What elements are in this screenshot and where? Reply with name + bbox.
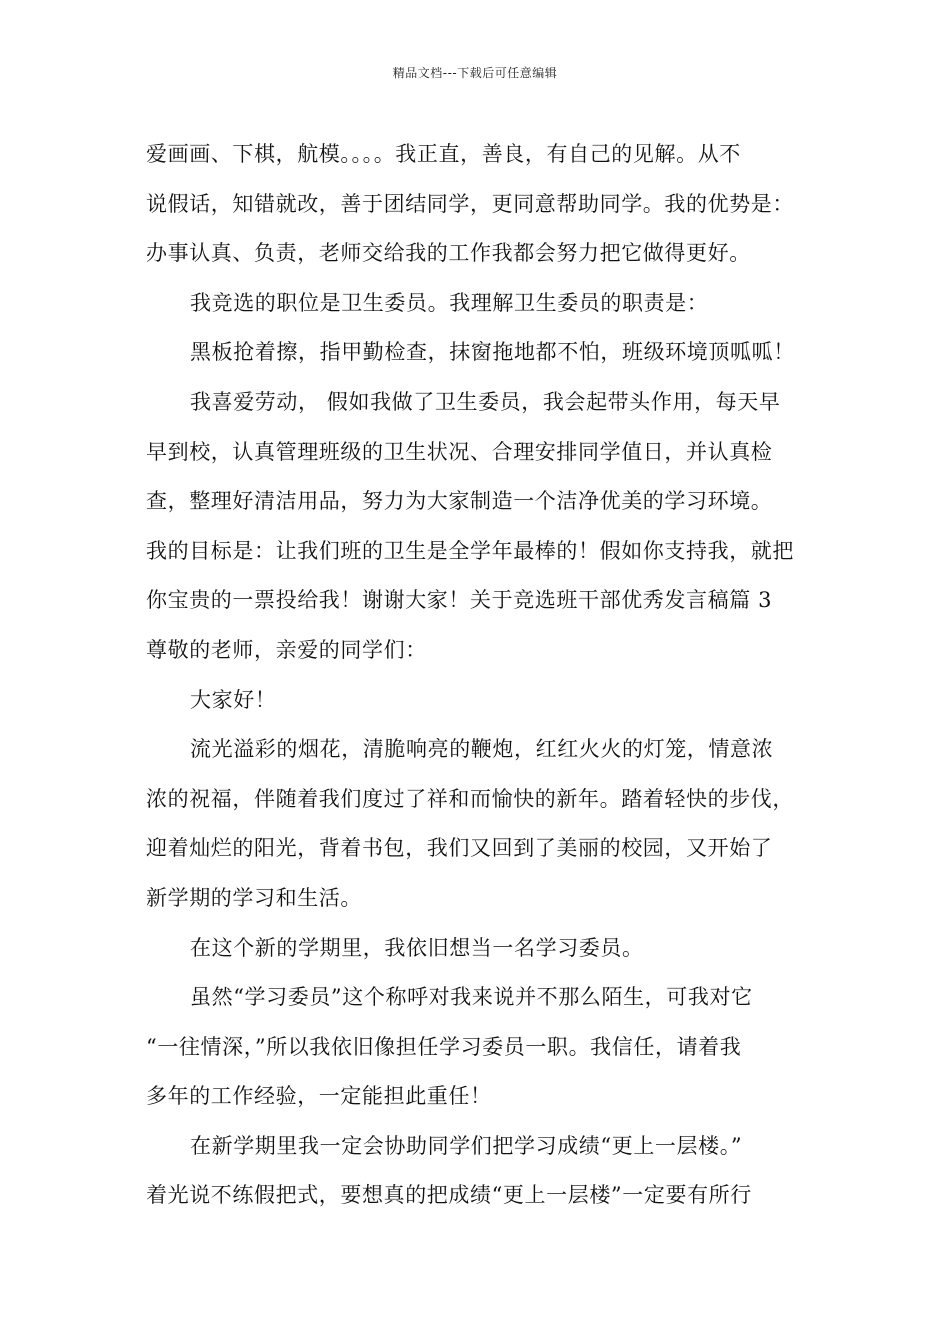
text-line: 流光溢彩的烟花，清脆响亮的鞭炮，红红火火的灯笼，情意浓 <box>190 737 774 762</box>
text-line: 多年的工作经验，一定能担此重任！ <box>146 1084 492 1109</box>
text-line: 办事认真、负责，老师交给我的工作我都会努力把它做得更好。 <box>146 241 751 266</box>
text-line: 在新学期里我一定会协助同学们把学习成绩“更上一层楼。” <box>190 1133 743 1158</box>
text-line: 在这个新的学期里，我依旧想当一名学习委员。 <box>190 935 644 960</box>
text-line: 虽然“学习委员”这个称呼对我来说并不那么陌生，可我对它 <box>190 985 753 1010</box>
text-line: 大家好！ <box>190 687 277 712</box>
text-line: “一往情深，”所以我依旧像担任学习委员一职。我信任，请着我 <box>146 1034 742 1059</box>
text-line: 你宝贵的一票投给我！谢谢大家！关于竞选班干部优秀发言稿篇 3 <box>146 588 773 613</box>
text-line: 迎着灿烂的阳光，背着书包，我们又回到了美丽的校园，又开始了 <box>146 836 773 861</box>
text-line: 我竞选的职位是卫生委员。我理解卫生委员的职责是： <box>190 290 709 315</box>
page-header: 精品文档---下载后可任意编辑 <box>392 66 558 80</box>
document-body <box>146 130 826 1221</box>
text-line: 黑板抢着擦，指甲勤检查，抹窗拖地都不怕，班级环境顶呱呱！ <box>190 340 795 365</box>
text-line: 浓的祝福，伴随着我们度过了祥和而愉快的新年。踏着轻快的步伐， <box>146 786 794 811</box>
text-line: 尊敬的老师，亲爱的同学们： <box>146 637 427 662</box>
text-line: 新学期的学习和生活。 <box>146 885 362 910</box>
text-line: 我喜爱劳动， 假如我做了卫生委员，我会起带头作用，每天早 <box>190 389 781 414</box>
text-line: 着光说不练假把式，要想真的把成绩“更上一层楼”一定要有所行 <box>146 1183 752 1208</box>
text-line: 早到校，认真管理班级的卫生状况、合理安排同学值日，并认真检 <box>146 439 773 464</box>
text-line: 我的目标是：让我们班的卫生是全学年最棒的！假如你支持我，就把 <box>146 538 794 563</box>
text-line: 查，整理好清洁用品，努力为大家制造一个洁净优美的学习环境。 <box>146 489 773 514</box>
text-line: 爱画画、下棋，航模。。。。我正直，善良，有自己的见解。从不 <box>146 142 741 166</box>
text-line: 说假话，知错就改，善于团结同学，更同意帮助同学。我的优势是： <box>146 191 794 216</box>
